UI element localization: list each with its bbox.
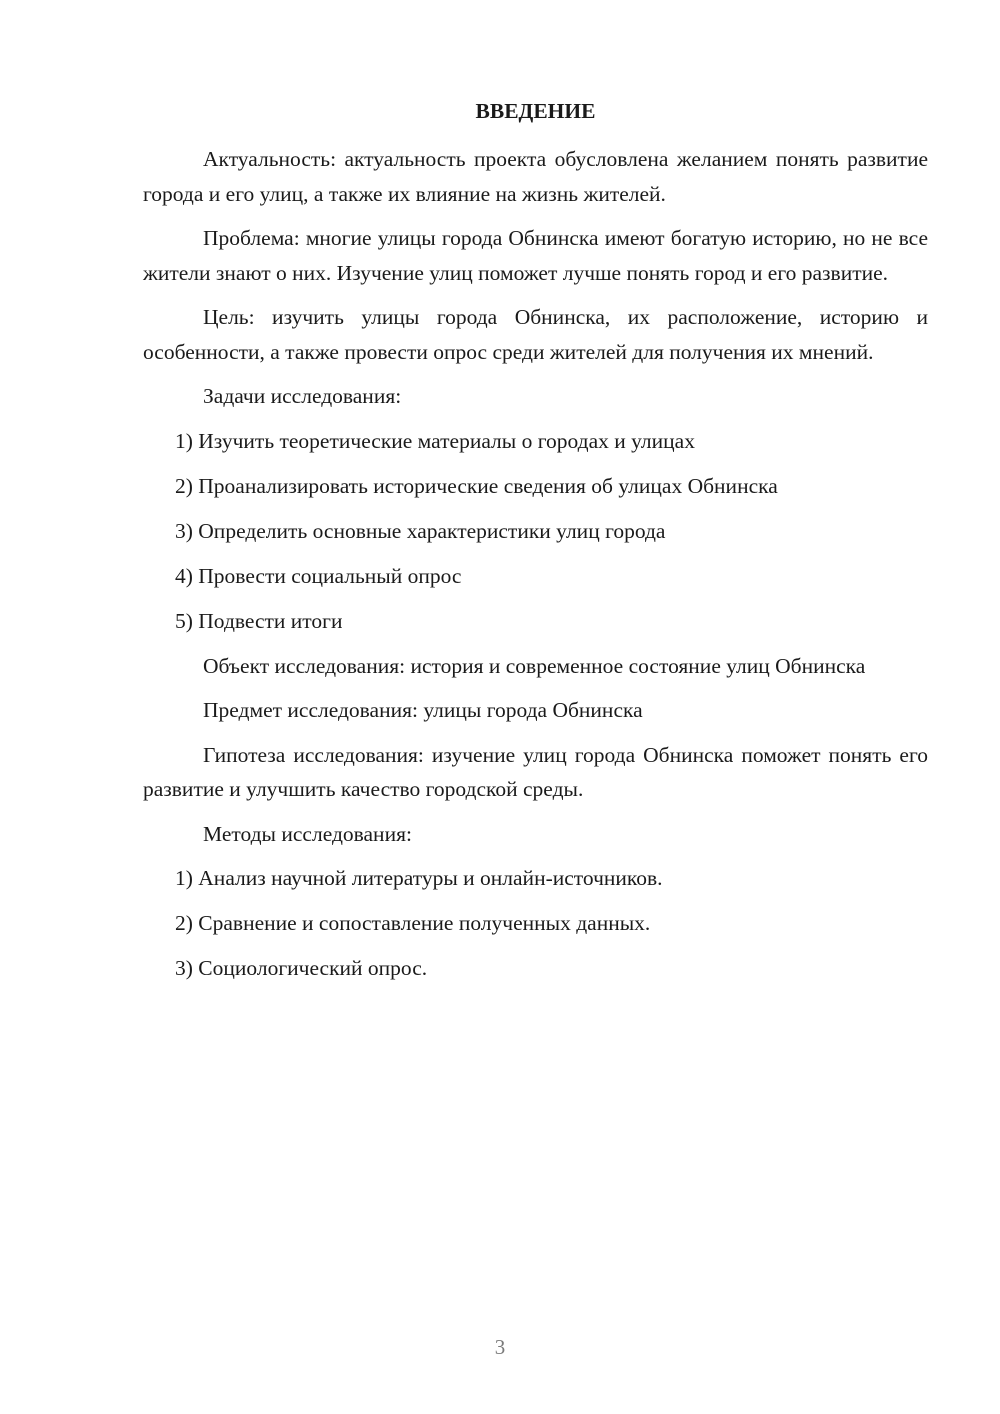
task-item: 4) Провести социальный опрос <box>175 563 462 588</box>
method-item: 2) Сравнение и сопоставление полученных данных. <box>175 911 651 935</box>
object-paragraph: Объект исследования: история и современное состояние улиц Обнинска <box>203 653 866 678</box>
task-item: 5) Подвести итоги <box>175 608 343 633</box>
method-item: 1) Анализ научной литературы и онлайн-источников. <box>175 866 663 890</box>
document-body <box>143 96 928 996</box>
relevance-paragraph: Актуальность: актуальность проекта обусловлена желанием понять развитие города и его улиц, а также их влияние на жизнь жителей. <box>143 147 928 206</box>
methods-title: Методы исследования: <box>203 821 412 846</box>
problem-paragraph: Проблема: многие улицы города Обнинска имеют богатую историю, но не все жители знают о них. Изучение улиц поможет лучше понять город и его развитие. <box>143 226 928 285</box>
tasks-title: Задачи исследования: <box>203 384 402 408</box>
hypothesis-paragraph: Гипотеза исследования: изучение улиц города Обнинска поможет понять его развитие и улучшить качество городской среды. <box>143 742 928 801</box>
goal-paragraph: Цель: изучить улицы города Обнинска, их расположение, историю и особенности, а также провести опрос среди жителей для получения их мнений. <box>143 305 928 364</box>
task-item: 1) Изучить теоретические материалы о городах и улицах <box>175 428 695 453</box>
subject-paragraph: Предмет исследования: улицы города Обнинска <box>203 698 643 722</box>
task-item: 2) Проанализировать исторические сведения об улицах Обнинска <box>175 473 778 498</box>
page-number: 3 <box>494 1335 506 1359</box>
task-item: 3) Определить основные характеристики улиц города <box>175 518 666 543</box>
section-heading: ВВЕДЕНИЕ <box>475 99 596 123</box>
method-item: 3) Социологический опрос. <box>175 956 428 980</box>
